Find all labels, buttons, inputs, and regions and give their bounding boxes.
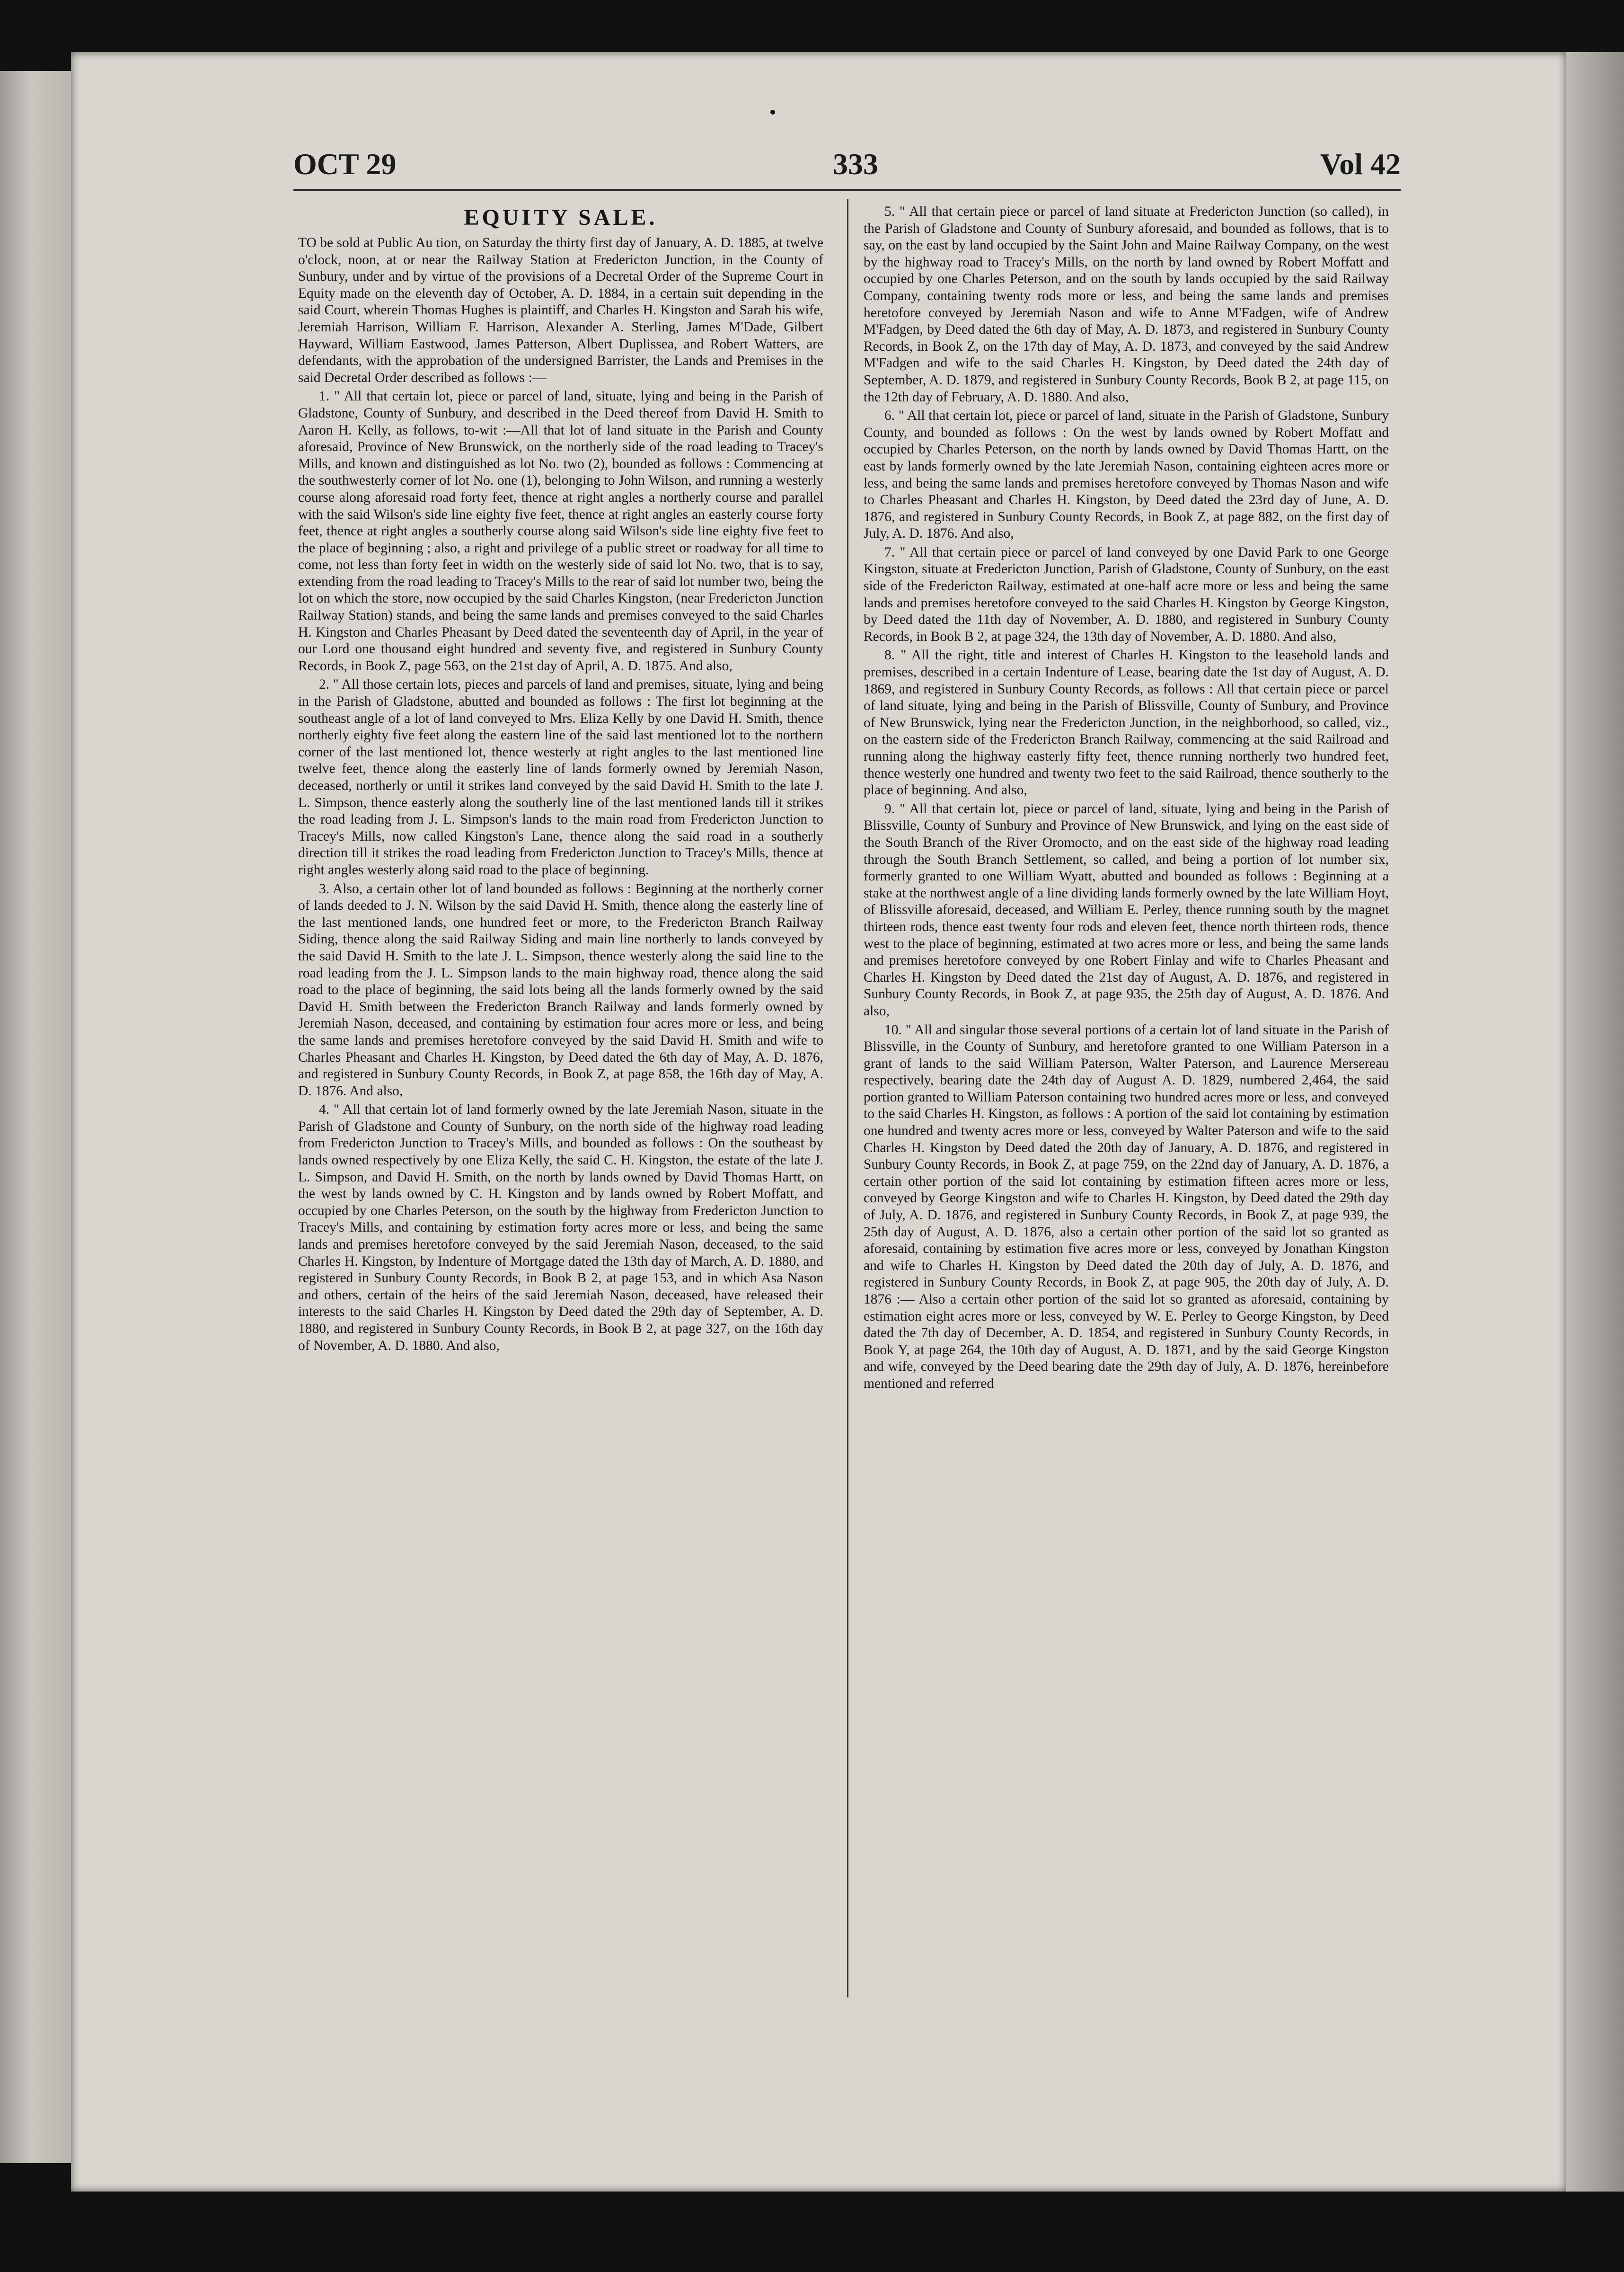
notice-paragraph-10: 10. " All and singular those several portions of a certain lot of land situate in the Parish of Blissville, in the County of Sunbury, and heretofore granted to one William Paterson in a grant of lands to the said William Paterson, Walter Paterson, and Laurence Mersereau respectively, bearing date the 24th day of August A. D. 1829, numbered 2,464, the said portion granted to William Paterson containing two hundred acres more or less, and conveyed to the said Charles H. Kingston, as follows : A portion of the said lot containing by estimation one hundred and twenty acres more or less, conveyed by Walter Paterson and wife to the said Charles H. Kingston by Deed dated the 20th day of January, A. D. 1876, and registered in Sunbury County Records, in Book Z, at page 759, on the 22nd day of January, A. D. 1876, a certain other portion of the said lot containing by estimation fifteen acres more or less, conveyed by George Kingston and wife to Charles H. Kingston, by Deed dated the 29th day of July, A. D. 1876, and registered in Sunbury County Records, in Book Z, at page 939, the 25th day of August, A. D. 1876, also a certain other portion of the said lot so granted as aforesaid, containing by estimation five acres more or less, conveyed by Jonathan Kingston and wife to Charles H. Kingston by Deed dated the 20th day of July, A. D. 1876, and registered in Sunbury County Records, in Book Z, at page 905, the 20th day of July, A. D. 1876 :— Also a certain other portion of the said lot so granted as aforesaid, containing by estimation eight acres more or less, conveyed by W. E. Perley to George Kingston, by Deed dated the 7th day of December, A. D. 1854, and registered in Sunbury County Records, in Book Y, at page 264, the 10th day of August, A. D. 1871, and by the said George Kingston and wife, conveyed by the Deed bearing date the 29th day of July, A. D. 1876, hereinbefore mentioned and referred [864, 1022, 1389, 1391]
notice-paragraph-8: 8. " All the right, title and interest of Charles H. Kingston to the leasehold lands and premises, described in a certain Indenture of Lease, bearing date the 1st day of August, A. D. 1869, and registered in Sunbury County Records, as follows : All that certain piece or parcel of land situate, lying and being in the Parish of Blissville, County of Sunbury, and Province of New Brunswick, lying near the Fredericton Junction, in the neighborhood, so called, viz., on the eastern side of the Fredericton Branch Railway, commencing at the said Railroad and running along the highway easterly fifty feet, thence running northerly two hundred feet, thence westerly one hundred and twenty two feet to the said Railroad, thence southerly to the place of beginning. And also, [864, 648, 1389, 798]
speck [770, 110, 775, 115]
page-header [293, 137, 1401, 189]
notice-intro: TO be sold at Public Au tion, on Saturday the thirty first day of January, A. D. 1885, at twelve o'clock, noon, at or near the Railway Station at Fredericton Junction, in the County of Sunbury, under and by virtue of the provisions of a Decretal Order of the Supreme Court in Equity made on the eleventh day of October, A. D. 1884, in a certain suit depending in the said Court, wherein Thomas Hughes is plaintiff, and Charles H. Kingston and Sarah his wife, Jeremiah Harrison, William F. Harrison, Alexander A. Sterling, James M'Dade, Gilbert Hayward, William Eastwood, James Patterson, Albert Duplissea, and Robert Watters, are defendants, with the approbation of the undersigned Barrister, the Lands and Premises in the said Decretal Order described as follows :— [298, 235, 823, 385]
header-page-number: 333 [833, 147, 878, 181]
header-volume: Vol 42 [1320, 147, 1401, 181]
right-column [864, 204, 1389, 1993]
left-column [298, 204, 823, 1993]
notice-paragraph-7: 7. " All that certain piece or parcel of land conveyed by one David Park to one George Kingston, situate at Fredericton Junction, Parish of Gladstone, County of Sunbury, on the east side of the Fredericton Railway, estimated at one-half acre more or less and being the same lands and premises heretofore conveyed to the said Charles H. Kingston by George Kingston, by Deed dated the 11th day of November, A. D. 1880, and registered in Sunbury County Records, in Book B 2, at page 324, the 13th day of November, A. D. 1880. And also, [864, 544, 1389, 644]
header-date: OCT 29 [293, 147, 397, 181]
notice-paragraph-4: 4. " All that certain lot of land formerly owned by the late Jeremiah Nason, situate in the Parish of Gladstone and County of Sunbury, on the north side of the highway road leading from Fredericton Junction to Tracey's Mills, and bounded as follows : On the southeast by lands owned respectively by one Eliza Kelly, the said C. H. Kingston, the estate of the late J. L. Simpson, and David H. Smith, on the north by lands owned by David Thomas Hartt, on the west by lands owned by C. H. Kingston and by lands owned by Robert Moffatt, and occupied by one Charles Peterson, on the south by the highway from Fredericton Junction to Tracey's Mills, and containing by estimation forty acres more or less, and being the same lands and premises heretofore conveyed by the said Jeremiah Nason, deceased, to the said Charles H. Kingston, by Indenture of Mortgage dated the 13th day of March, A. D. 1880, and registered in Sunbury County Records, in Book B 2, at page 153, and in which Asa Nason and others, certain of the heirs of the said Jeremiah Nason, deceased, have released their interests to the said Charles H. Kingston by Deed dated the 29th day of September, A. D. 1880, and registered in Sunbury County Records, in Book B 2, at page 327, on the 16th day of November, A. D. 1880. And also, [298, 1102, 823, 1353]
notice-paragraph-6: 6. " All that certain lot, piece or parcel of land, situate in the Parish of Gladstone, Sunbury County, and bounded as follows : On the west by lands owned by Robert Moffatt and occupied by Charles Peterson, on the north by lands owned by David Thomas Hartt, on the east by lands formerly owned by the late Jeremiah Nason, containing eighteen acres more or less, and being the same lands and premises heretofore conveyed by Thomas Nason and wife to Charles Pheasant and Charles H. Kingston, by Deed dated the 23rd day of June, A. D. 1876, and registered in Sunbury County Records, in Book Z, at page 882, on the first day of July, A. D. 1876. And also, [864, 408, 1389, 541]
notice-paragraph-9: 9. " All that certain lot, piece or parcel of land, situate, lying and being in the Parish of Blissville, County of Sunbury and Province of New Brunswick, and lying on the east side of the South Branch of the River Oromocto, and on the east side of the highway road leading through the South Branch Settlement, so called, and being a portion of lot number six, formerly granted to one William Wyatt, abutted and bounded as follows : Beginning at a stake at the northwest angle of a line dividing lands formerly owned by the late William Hoyt, of Blissville aforesaid, deceased, and William E. Perley, thence running south by the magnet thirteen rods, thence east twenty four rods and eleven feet, thence north thirteen rods, thence west to the place of beginning, estimated at two acres more or less, and being the same lands and premises heretofore conveyed by one Robert Finlay and wife to Charles Pheasant and Charles H. Kingston by Deed dated the 21st day of August, A. D. 1876, and registered in Sunbury County Records, in Book Z, at page 935, the 25th day of August, A. D. 1876. And also, [864, 801, 1389, 1019]
page-edge-right [1566, 52, 1624, 2192]
header-rule [293, 189, 1401, 191]
notice-paragraph-1: 1. " All that certain lot, piece or parcel of land, situate, lying and being in the Parish of Gladstone, County of Sunbury, and described in the Deed thereof from David H. Smith to Aaron H. Kelly, as follows, to-wit :—All that lot of land situate in the Parish and County aforesaid, Province of New Brunswick, on the northerly side of the road leading to Tracey's Mills, and known and distinguished as lot No. two (2), bounded as follows : Commencing at the southwesterly corner of lot No. one (1), belonging to John Wilson, and running a westerly course along aforesaid road forty feet, thence at right angles a northerly course and parallel with the said Wilson's side line eighty five feet, thence at right angles an easterly course forty feet, thence at right angles a southerly course along said Wilson's side line eighty five feet to the place of beginning ; also, a right and privilege of a public street or roadway for all time to come, not less than forty feet in width on the westerly side of said lot No. two, that is to say, extending from the road leading to Tracey's Mills to the rear of said lot number two, being the lot on which the store, now occupied by the said Charles Kingston, (near Fredericton Junction Railway Station) stands, and being the same lands and premises conveyed to the said Charles H. Kingston and Charles Pheasant by Deed dated the seventeenth day of April, in the year of our Lord one thousand eight hundred and seventy five, and registered in Sunbury County Records, in Book Z, page 563, on the 21st day of April, A. D. 1875. And also, [298, 389, 823, 674]
notice-title: EQUITY SALE. [464, 205, 658, 230]
column-divider [847, 199, 848, 1997]
notice-paragraph-2: 2. " All those certain lots, pieces and parcels of land and premises, situate, lying and being in the Parish of Gladstone, abutted and bounded as follows : The first lot beginning at the southeast angle of a lot of land conveyed to Mrs. Eliza Kelly by one David H. Smith, thence northerly eighty five feet along the eastern line of the said last mentioned lot to the northern corner of the last mentioned lot, thence westerly at right angles to the last mentioned line twelve feet, thence along the easterly line of lands formerly owned by Jeremiah Nason, deceased, northerly or until it strikes land conveyed by the said David H. Smith to the late J. L. Simpson, thence easterly along the southerly line of the last mentioned lands till it strikes the road leading from J. L. Simpson's lands to the main road from Fredericton Junction to Tracey's Mills, now called Kingston's Lane, thence along the said road in a southerly direction till it strikes the road leading from Fredericton Junction to Tracey's Mills, thence at right angles westerly along said road to the place of beginning. [298, 677, 823, 878]
notice-paragraph-3: 3. Also, a certain other lot of land bounded as follows : Beginning at the northerly corner of lands deeded to J. N. Wilson by the said David H. Smith, thence along the easterly line of the last mentioned lands, one hundred feet or more, to the Fredericton Branch Railway Siding, thence along the said Railway Siding and main line northerly to lands conveyed by the said David H. Smith to the late J. L. Simpson, thence westerly along the said line to the road leading from the J. L. Simpson lands to the main highway road, thence along the said road to the place of beginning, the said lots being all the lands formerly owned by the said David H. Smith between the Fredericton Branch Railway and lands formerly owned by Jeremiah Nason, deceased, and containing by estimation four acres more or less, and being the same lands and premises heretofore conveyed by the said David H. Smith and wife to Charles Pheasant and Charles H. Kingston, by Deed dated the 6th day of May, A. D. 1876, and registered in Sunbury County Records, in Book Z, at page 858, the 16th day of May, A. D. 1876. And also, [298, 881, 823, 1099]
page-edge-left [0, 71, 76, 2163]
notice-paragraph-5: 5. " All that certain piece or parcel of land situate at Fredericton Junction (so called), in the Parish of Gladstone and County of Sunbury aforesaid, and bounded as follows, that is to say, on the east by land occupied by the Saint John and Maine Railway Company, on the west by the highway road to Tracey's Mills, on the north by land owned by Robert Moffatt and occupied by one Charles Peterson, and on the south by lands occupied by the said Railway Company, containing twenty rods more or less, and being the same lands and premises heretofore conveyed by Jeremiah Nason and wife to Anne M'Fadgen, wife of Andrew M'Fadgen, by Deed dated the 6th day of May, A. D. 1873, and registered in Sunbury County Records, in Book Z, on the 17th day of May, A. D. 1873, and conveyed by the said Andrew M'Fadgen and wife to the said Charles H. Kingston, by Deed dated the 24th day of September, A. D. 1879, and registered in Sunbury County Records, Book B 2, at page 115, on the 12th day of February, A. D. 1880. And also, [864, 204, 1389, 405]
